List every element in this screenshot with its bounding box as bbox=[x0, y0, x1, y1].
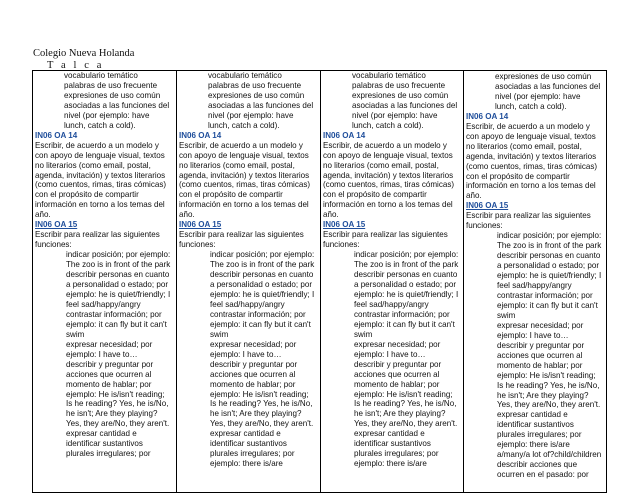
bullet-list bbox=[179, 71, 317, 131]
list-item-text: contrastar información; por ejemplo: it can fly but it can't swim bbox=[210, 309, 311, 339]
oa14-text: Escribir, de acuerdo a un modelo y con apoyo de lenguaje visual, textos no literarios (como email, postal, agenda, invitación) y textos literarios (como cuentos, rimas, tiras cómicas) con el propósito de compartir información en torno a los temas del año. bbox=[179, 140, 311, 220]
list-item-text: expresar cantidad e identificar sustantivos plurales irregulares; por bbox=[66, 429, 151, 459]
list-item-text: vocabulario temático bbox=[352, 71, 426, 80]
list-item bbox=[179, 310, 317, 340]
oa15-code: IN06 OA 15 bbox=[323, 220, 366, 230]
list-item bbox=[323, 91, 460, 131]
list-item bbox=[466, 231, 603, 251]
list-item bbox=[466, 460, 603, 480]
list-item-text: indicar posición; por ejemplo: The zoo is in front of the park bbox=[210, 250, 315, 270]
list-item bbox=[179, 429, 317, 469]
list-item-text: contrastar información; por ejemplo: it can fly but it can't swim bbox=[354, 309, 455, 339]
list-item-text: describir personas en cuanto a personalidad o estado; por ejemplo: he is quiet/friendly; I feel sad/happy/angry bbox=[210, 270, 315, 309]
oa14-text: Escribir, de acuerdo a un modelo y con apoyo de lenguaje visual, textos no literarios (como email, postal, agenda, invitación) y textos literarios (como cuentos, rimas, tiras cómicas) con el propósito de compartir información en torno a los temas del año. bbox=[323, 140, 455, 220]
list-item bbox=[179, 81, 317, 91]
list-item bbox=[323, 250, 460, 270]
list-item-text: vocabulario temático bbox=[64, 71, 138, 80]
list-item bbox=[466, 251, 603, 291]
list-item bbox=[323, 270, 460, 310]
list-item-text: contrastar información; por ejemplo: it can fly but it can't swim bbox=[66, 309, 167, 339]
list-item bbox=[35, 310, 173, 340]
oa15-code: IN06 OA 15 bbox=[179, 220, 222, 230]
list-item-text: expresiones de uso común asociadas a las funciones del nivel (por ejemplo: have lunch, catch a cold). bbox=[352, 90, 458, 130]
oa14-code: IN06 OA 14 bbox=[323, 130, 366, 140]
list-item-text: describir y preguntar por acciones que ocurren al momento de hablar; por ejemplo: He is/isn't reading; Is he reading? Yes, he is/No, he isn't; Are they playing? Yes, they are/No, they aren't. bbox=[497, 340, 601, 410]
list-item bbox=[466, 291, 603, 321]
list-item bbox=[323, 310, 460, 340]
list-item bbox=[179, 91, 317, 131]
oa15-code: IN06 OA 15 bbox=[466, 201, 509, 211]
list-item-text: describir y preguntar por acciones que ocurren al momento de hablar; por ejemplo: He is/isn't reading; Is he reading? Yes, he is/No, he isn't; Are they playing? Yes, they are/No, they aren't. bbox=[354, 359, 458, 429]
list-item bbox=[35, 91, 173, 131]
list-item bbox=[466, 72, 603, 112]
list-item bbox=[179, 250, 317, 270]
school-name: Colegio Nueva Holanda bbox=[33, 48, 135, 59]
list-item bbox=[323, 429, 460, 469]
bullet-list bbox=[35, 71, 173, 131]
list-item bbox=[35, 360, 173, 430]
list-item-text: expresar cantidad e identificar sustantivos plurales irregulares; por ejemplo: there is/are a/many/a lot of?child/children bbox=[497, 410, 602, 460]
table-cell bbox=[33, 71, 177, 493]
list-item-text: expresar necesidad; por ejemplo: I have to… bbox=[210, 339, 297, 359]
table-row bbox=[33, 71, 607, 493]
list-item-text: expresiones de uso común asociadas a las funciones del nivel (por ejemplo: have lunch, catch a cold). bbox=[64, 90, 170, 130]
list-item-text: describir acciones que ocurren en el pasado: por bbox=[497, 460, 589, 480]
list-item-text: expresar necesidad; por ejemplo: I have to… bbox=[354, 339, 441, 359]
bullet-list bbox=[466, 71, 603, 112]
list-item-text: palabras de uso frecuente bbox=[352, 80, 446, 90]
curriculum-table bbox=[32, 70, 607, 493]
oa15-text: Escribir para realizar las siguientes funciones: bbox=[35, 230, 160, 250]
oa15-code: IN06 OA 15 bbox=[35, 220, 78, 230]
list-item bbox=[179, 270, 317, 310]
list-item-text: expresar necesidad; por ejemplo: I have to… bbox=[497, 320, 584, 340]
list-item bbox=[466, 321, 603, 341]
bullet-list bbox=[179, 250, 317, 469]
oa14-code: IN06 OA 14 bbox=[179, 130, 222, 140]
list-item-text: vocabulario temático bbox=[208, 71, 282, 80]
table-cell bbox=[464, 71, 607, 493]
list-item-text: describir personas en cuanto a personalidad o estado; por ejemplo: he is quiet/friendly; I feel sad/happy/angry bbox=[354, 270, 459, 309]
oa15-text: Escribir para realizar las siguientes funciones: bbox=[323, 230, 448, 250]
list-item bbox=[35, 340, 173, 360]
list-item bbox=[35, 270, 173, 310]
oa15-text: Escribir para realizar las siguientes funciones: bbox=[466, 211, 591, 231]
list-item bbox=[466, 410, 603, 460]
list-item-text: expresiones de uso común asociadas a las funciones del nivel (por ejemplo: have lunch, catch a cold). bbox=[208, 90, 314, 130]
list-item bbox=[179, 340, 317, 360]
oa14-code: IN06 OA 14 bbox=[466, 111, 509, 121]
oa14-text: Escribir, de acuerdo a un modelo y con apoyo de lenguaje visual, textos no literarios (como email, postal, agenda, invitación) y textos literarios (como cuentos, rimas, tiras cómicas) con el propósito de compartir información en torno a los temas del año. bbox=[466, 121, 598, 201]
bullet-list bbox=[466, 231, 603, 480]
list-item bbox=[466, 341, 603, 411]
list-item-text: indicar posición; por ejemplo: The zoo is in front of the park bbox=[497, 231, 602, 251]
list-item-text: expresar cantidad e identificar sustantivos plurales irregulares; por ejemplo: there is/are bbox=[210, 429, 295, 469]
city-name: T a l c a bbox=[47, 60, 105, 71]
list-item-text: contrastar información; por ejemplo: it can fly but it can't swim bbox=[497, 290, 598, 320]
list-item-text: describir y preguntar por acciones que ocurren al momento de hablar; por ejemplo: He is/isn't reading; Is he reading? Yes, he is/No, he isn't; Are they playing? Yes, they are/No, they aren't. bbox=[210, 359, 314, 429]
list-item bbox=[35, 250, 173, 270]
list-item bbox=[323, 360, 460, 430]
list-item bbox=[179, 360, 317, 430]
bullet-list bbox=[35, 250, 173, 459]
list-item-text: indicar posición; por ejemplo: The zoo is in front of the park bbox=[354, 250, 459, 270]
oa14-text: Escribir, de acuerdo a un modelo y con apoyo de lenguaje visual, textos no literarios (como email, postal, agenda, invitación) y textos literarios (como cuentos, rimas, tiras cómicas) con el propósito de compartir información en torno a los temas del año. bbox=[35, 140, 167, 220]
table-cell bbox=[177, 71, 321, 493]
bullet-list bbox=[323, 250, 460, 469]
list-item-text: indicar posición; por ejemplo: The zoo is in front of the park bbox=[66, 250, 171, 270]
bullet-list bbox=[323, 71, 460, 131]
list-item-text: describir personas en cuanto a personalidad o estado; por ejemplo: he is quiet/friendly; I feel sad/happy/angry bbox=[66, 270, 171, 309]
list-item bbox=[35, 71, 173, 81]
list-item-text: palabras de uso frecuente bbox=[64, 80, 158, 90]
oa15-text: Escribir para realizar las siguientes funciones: bbox=[179, 230, 304, 250]
list-item-text: expresar cantidad e identificar sustantivos plurales irregulares; por ejemplo: there is/are bbox=[354, 429, 439, 469]
table-cell bbox=[321, 71, 464, 493]
list-item-text: palabras de uso frecuente bbox=[208, 80, 302, 90]
list-item bbox=[179, 71, 317, 81]
list-item bbox=[323, 81, 460, 91]
list-item bbox=[35, 81, 173, 91]
list-item-text: describir y preguntar por acciones que ocurren al momento de hablar; por ejemplo: He is/isn't reading; Is he reading? Yes, he is/No, he isn't; Are they playing? Yes, they are/No, they aren't. bbox=[66, 359, 170, 429]
list-item bbox=[323, 340, 460, 360]
document-header bbox=[33, 48, 134, 72]
list-item-text: expresiones de uso común asociadas a las funciones del nivel (por ejemplo: have lunch, catch a cold). bbox=[495, 72, 601, 111]
list-item-text: describir personas en cuanto a personalidad o estado; por ejemplo: he is quiet/friendly; I feel sad/happy/angry bbox=[497, 251, 602, 291]
oa14-code: IN06 OA 14 bbox=[35, 130, 78, 140]
list-item-text: expresar necesidad; por ejemplo: I have to… bbox=[66, 339, 153, 359]
list-item bbox=[323, 71, 460, 81]
list-item bbox=[35, 429, 173, 459]
